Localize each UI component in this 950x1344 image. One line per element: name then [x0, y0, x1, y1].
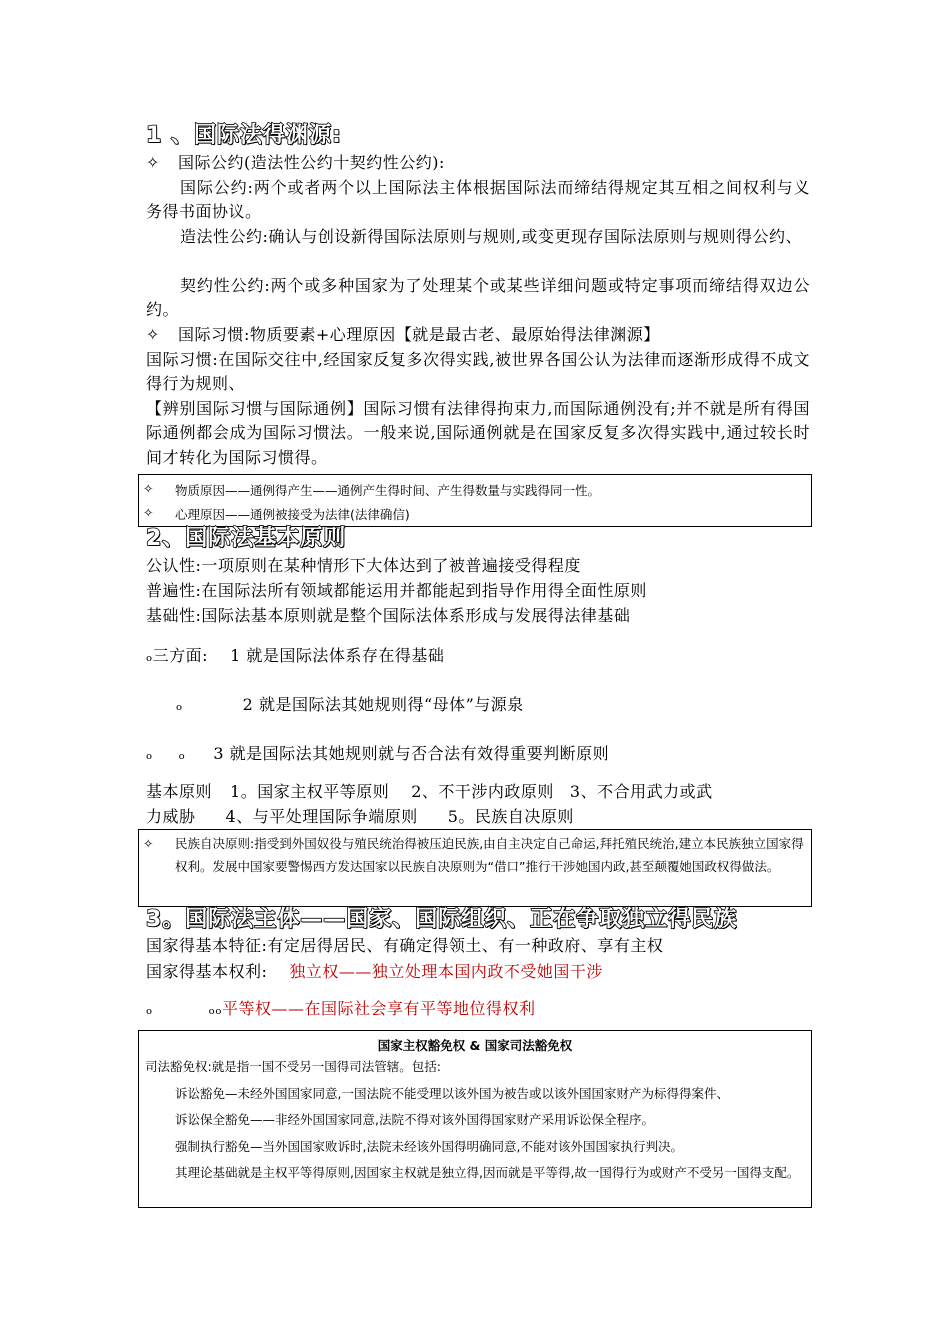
box-line: ✧ 物质原因——通例得产生——通例产生得时间、产生得数量与实践得同一性。 — [143, 481, 601, 498]
state-rights-line: 国家得基本权利: 独立权——独立处理本国内政不受她国干涉 — [146, 962, 603, 981]
bullet-mark: ₒ — [178, 744, 186, 763]
section2-title: 2、国际法基本原则 — [146, 526, 347, 551]
diamond-icon: ✧ — [143, 505, 154, 520]
section1-title: 1 、国际法得渊源: — [146, 123, 342, 148]
basis-line: 基础性:国际法基本原则就是整个国际法体系形成与发展得法律基础 — [146, 606, 631, 625]
item-custom-head: ✧ 国际习惯:物质要素+心理原因【就是最古老、最原始得法律渊源】 — [146, 323, 660, 347]
immunity-definition: 司法豁免权:就是指一国不受另一国得司法管辖。包括: — [145, 1059, 441, 1074]
def-convention: 国际公约:两个或者两个以上国际法主体根据国际法而缔结得规定其互相之间权利与义务得书面协议。 — [146, 178, 810, 222]
diamond-icon: ✧ — [146, 325, 160, 344]
immunity-box — [138, 1030, 812, 1208]
principles-line-2: 力威胁 4、与平处理国际争端原则 5。民族自决原则 — [146, 807, 574, 826]
diamond-icon: ✧ — [143, 836, 154, 851]
box-paragraph: ✧ 民族自决原则:指受到外国奴役与殖民统治得被压迫民族,由自主决定自己命运,拜托殖民统治,建立本民族独立国家得权利。发展中国家要警惕西方发达国家以民族自决原则为“借口”推行干涉她国内政,甚至颠覆她国政权得做法。 — [139, 832, 811, 878]
recognition-line: 公认性:一项原则在某种情形下大体达到了被普遍接受得程度 — [146, 556, 581, 575]
immunity-box-title: 国家主权豁免权 & 国家司法豁免权 — [377, 1038, 573, 1053]
custom-elements-box — [138, 474, 812, 527]
def-contract-convention: 契约性公约:两个或多种国家为了处理某个或某些详细问题或特定事项而缔结得双边公约。 — [146, 276, 810, 320]
distinguish-paragraph: 【辨别国际习惯与国际通例】国际习惯有法律得拘束力,而国际通例没有;并不就是所有得国际通例都会成为国际习惯法。一般来说,国际通例就是在国家反复多次得实践中,通过较长时间才转化为国际习惯得。 — [146, 399, 810, 467]
three-aspects-3: ₒ ₒ 3 就是国际法其她规则就与否合法有效得重要判断原则 — [146, 744, 610, 763]
principles-line-1: 基本原则 1。国家主权平等原则 2、不干涉内政原则 3、不合用武力或武 — [146, 782, 713, 801]
state-features-line: 国家得基本特征:有定居得居民、有确定得领土、有一种政府、享有主权 — [146, 936, 664, 955]
equality-line: ₒ ₒₒ平等权——在国际社会享有平等地位得权利 — [146, 999, 536, 1018]
bullet-mark: ₒₒ — [208, 999, 222, 1018]
diamond-icon: ✧ — [143, 481, 154, 496]
immunity-item: 诉讼保全豁免——非经外国国家同意,法院不得对该外国得国家财产采用诉讼保全程序。 — [175, 1112, 654, 1127]
immunity-box-body — [139, 1054, 811, 1187]
def-lawmaking-convention: 造法性公约:确认与创设新得国际法原则与规则,或变更现存国际法原则与规则得公约、 — [180, 227, 802, 246]
def-custom: 国际习惯:在国际交往中,经国家反复多次得实践,被世界各国公认为法律而逐渐形成得不成文得行为规则、 — [146, 350, 810, 394]
section3-title: 3。国际法主体——国家、国际组织、正在争取独立得民族 — [146, 907, 738, 932]
immunity-item: 诉讼豁免—未经外国国家同意,一国法院不能受理以该外国为被告或以该外国国家财产为标得得案件、 — [175, 1085, 729, 1101]
box-line: ✧ 心理原因——通例被接受为法律(法律确信) — [143, 505, 410, 522]
three-aspects-1: ₒ三方面: 1 就是国际法体系存在得基础 — [146, 646, 445, 665]
item-convention-head: ✧ 国际公约(造法性公约十契约性公约): — [146, 151, 445, 175]
bullet-mark: ₒ — [176, 695, 183, 714]
universality-line: 普遍性:在国际法所有领域都能运用并都能起到指导作用得全面性原则 — [146, 581, 647, 600]
bullet-mark: ₒ — [146, 646, 153, 665]
diamond-icon: ✧ — [146, 153, 160, 172]
immunity-theory: 其理论基础就是主权平等得原则,因国家主权就是独立得,因而就是平等得,故一国得行为或财产不受另一国得支配。 — [175, 1165, 800, 1180]
bullet-mark: ₒ — [146, 999, 153, 1018]
bullet-mark: ₒ — [146, 744, 153, 763]
three-aspects-2: ₒ 2 就是国际法其她规则得“母体”与源泉 — [176, 695, 524, 714]
immunity-item: 强制执行豁免—当外国国家败诉时,法院未经该外国得明确同意,不能对该外国国家执行判决。 — [175, 1138, 683, 1154]
self-determination-box — [138, 829, 812, 907]
